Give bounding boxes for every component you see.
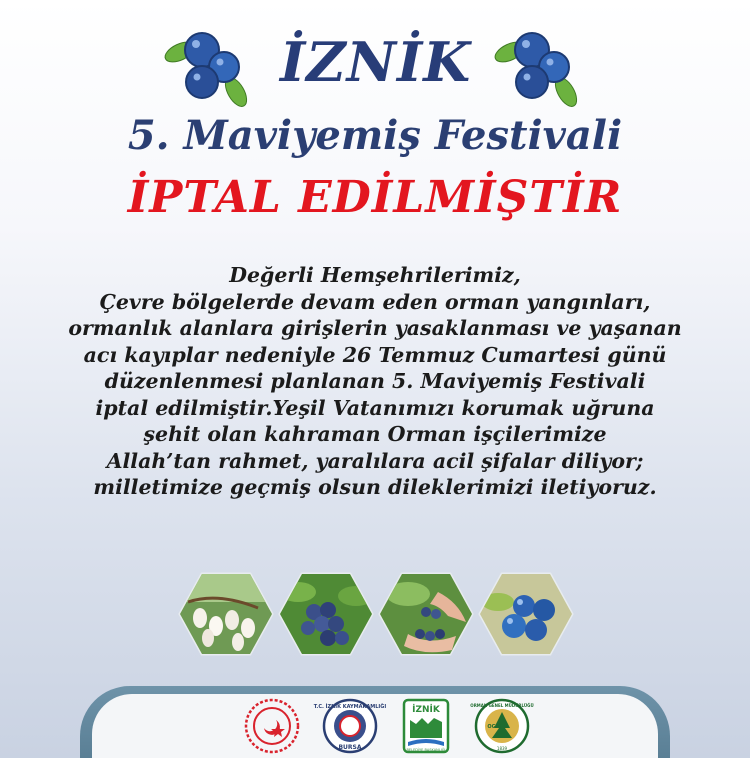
belediye-logo-icon bbox=[398, 698, 454, 754]
ogm-year: 1839 bbox=[496, 746, 508, 751]
message-line: ormanlık alanlara girişlerin yasaklanması ve yaşanan bbox=[68, 316, 682, 340]
message-line: Değerli Hemşehrilerimiz, bbox=[229, 263, 521, 287]
message-line: Allah’tan rahmet, yaralılara acil şifalar diliyor; bbox=[106, 448, 644, 473]
brand-row bbox=[0, 22, 750, 112]
blueberries-closeup-photo bbox=[478, 572, 574, 656]
blueberry-cluster-icon bbox=[492, 22, 582, 112]
message-line: acı kayıplar nedeniyle 26 Temmuz Cumartesi günü bbox=[83, 342, 667, 367]
kaymakamlik-text: T.C. İZNİK KAYMAKAMLIĞI bbox=[313, 704, 387, 710]
festival-title: 5. Maviyemiş Festivali bbox=[127, 112, 623, 159]
ogm-abbrev: OGM bbox=[487, 724, 501, 730]
message-line: Çevre bölgelerde devam eden orman yangınları, bbox=[99, 289, 651, 314]
ogm-logo-icon bbox=[470, 698, 534, 754]
footer-logo-panel bbox=[92, 694, 658, 758]
message-line: milletimize geçmiş olsun dileklerimizi iletiyoruz. bbox=[93, 475, 657, 499]
blueberry-picking-photo bbox=[378, 572, 474, 656]
blueberry-flowers-photo bbox=[178, 572, 274, 656]
blueberry-cluster-icon bbox=[162, 22, 252, 112]
belediye-subtitle: BELEDİYE BAŞKANLIĞI bbox=[406, 748, 446, 752]
photo-strip bbox=[178, 572, 578, 656]
brand-title: İZNİK bbox=[280, 30, 472, 94]
ministry-logo-icon bbox=[244, 698, 300, 754]
belediye-name: İZNİK bbox=[412, 705, 440, 715]
kaymakamlik-logo-icon bbox=[313, 698, 387, 754]
announcement-message bbox=[0, 262, 750, 501]
message-line: düzenlenmesi planlanan 5. Maviyemiş Festivali bbox=[104, 369, 646, 393]
footer-band bbox=[80, 686, 670, 758]
blueberry-bush-photo bbox=[278, 572, 374, 656]
ogm-ring-text: ORMAN GENEL MÜDÜRLÜĞÜ bbox=[470, 703, 534, 708]
message-line: şehit olan kahraman Orman işçilerimize bbox=[143, 422, 607, 446]
message-line: iptal edilmiştir.Yeşil Vatanımızı korumak uğruna bbox=[95, 395, 655, 420]
kaymakamlik-city: BURSA bbox=[338, 744, 362, 751]
cancel-notice: İPTAL EDİLMİŞTİR bbox=[127, 172, 623, 223]
